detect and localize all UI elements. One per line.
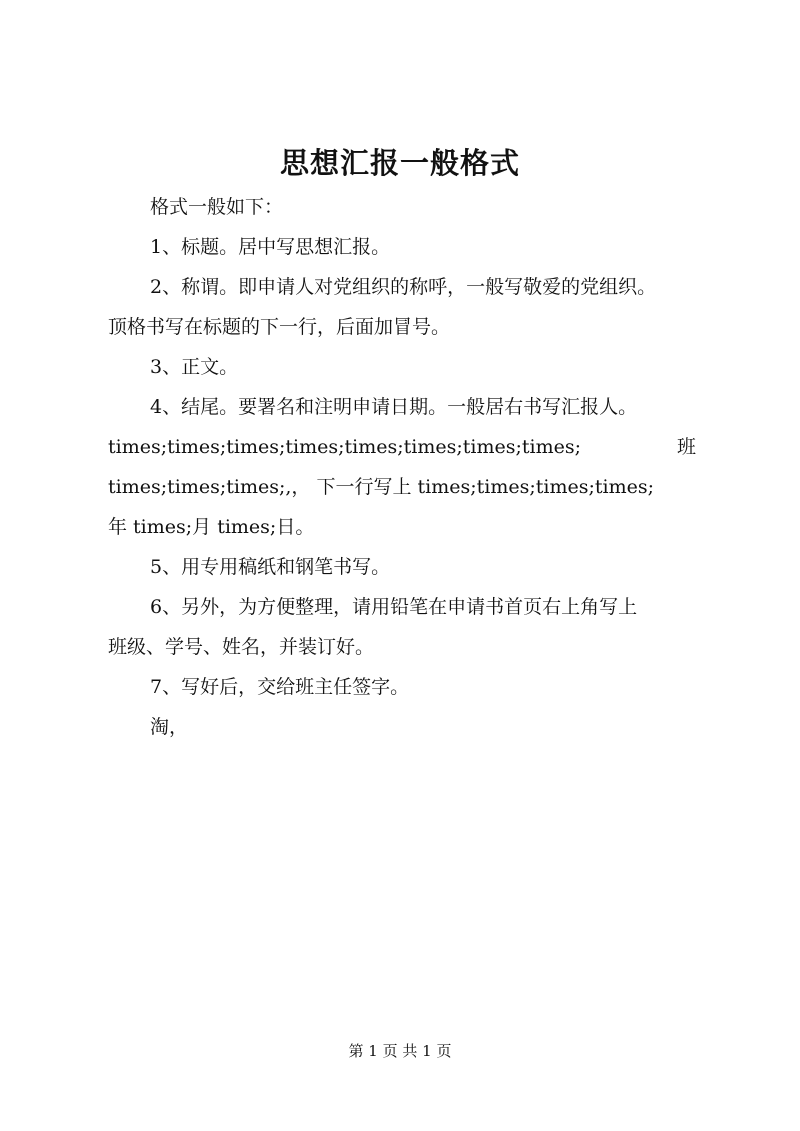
paragraph-item-4: 4、结尾。要署名和注明申请日期。一般居右书写汇报人。 xyxy=(150,396,638,418)
paragraph-item-1: 1、标题。居中写思想汇报。 xyxy=(150,236,391,258)
paragraph-item-4-line-3: times;times;times;,， 下一行写上 times;times;times;times; xyxy=(108,476,654,498)
paragraph-item-5: 5、用专用稿纸和钢笔书写。 xyxy=(150,556,391,578)
paragraph-trailing: 淘， xyxy=(150,716,189,738)
class-char-text: 班 xyxy=(676,436,696,458)
paragraph-item-3: 3、正文。 xyxy=(150,356,239,378)
paragraph-item-2-continued: 顶格书写在标题的下一行，后面加冒号。 xyxy=(108,316,451,338)
paragraph-item-4-line-4: 年 times;月 times;日。 xyxy=(108,516,315,538)
paragraph-item-2: 2、称谓。即申请人对党组织的称呼，一般写敬爱的党组织。 xyxy=(150,276,657,298)
paragraph-item-4-line-2 xyxy=(108,433,696,461)
paragraph-item-6-continued: 班级、学号、姓名，并装订好。 xyxy=(108,636,375,658)
page-footer: 第 1 页 共 1 页 xyxy=(348,1042,452,1060)
paragraph-item-6: 6、另外，为方便整理，请用铅笔在申请书首页右上角写上 xyxy=(150,596,638,618)
paragraph-intro: 格式一般如下： xyxy=(150,196,284,218)
times-sequence-text: times;times;times;times;times;times;times;times; xyxy=(108,436,581,458)
document-title: 思想汇报一般格式 xyxy=(279,146,520,180)
paragraph-item-7: 7、写好后，交给班主任签字。 xyxy=(150,676,410,698)
